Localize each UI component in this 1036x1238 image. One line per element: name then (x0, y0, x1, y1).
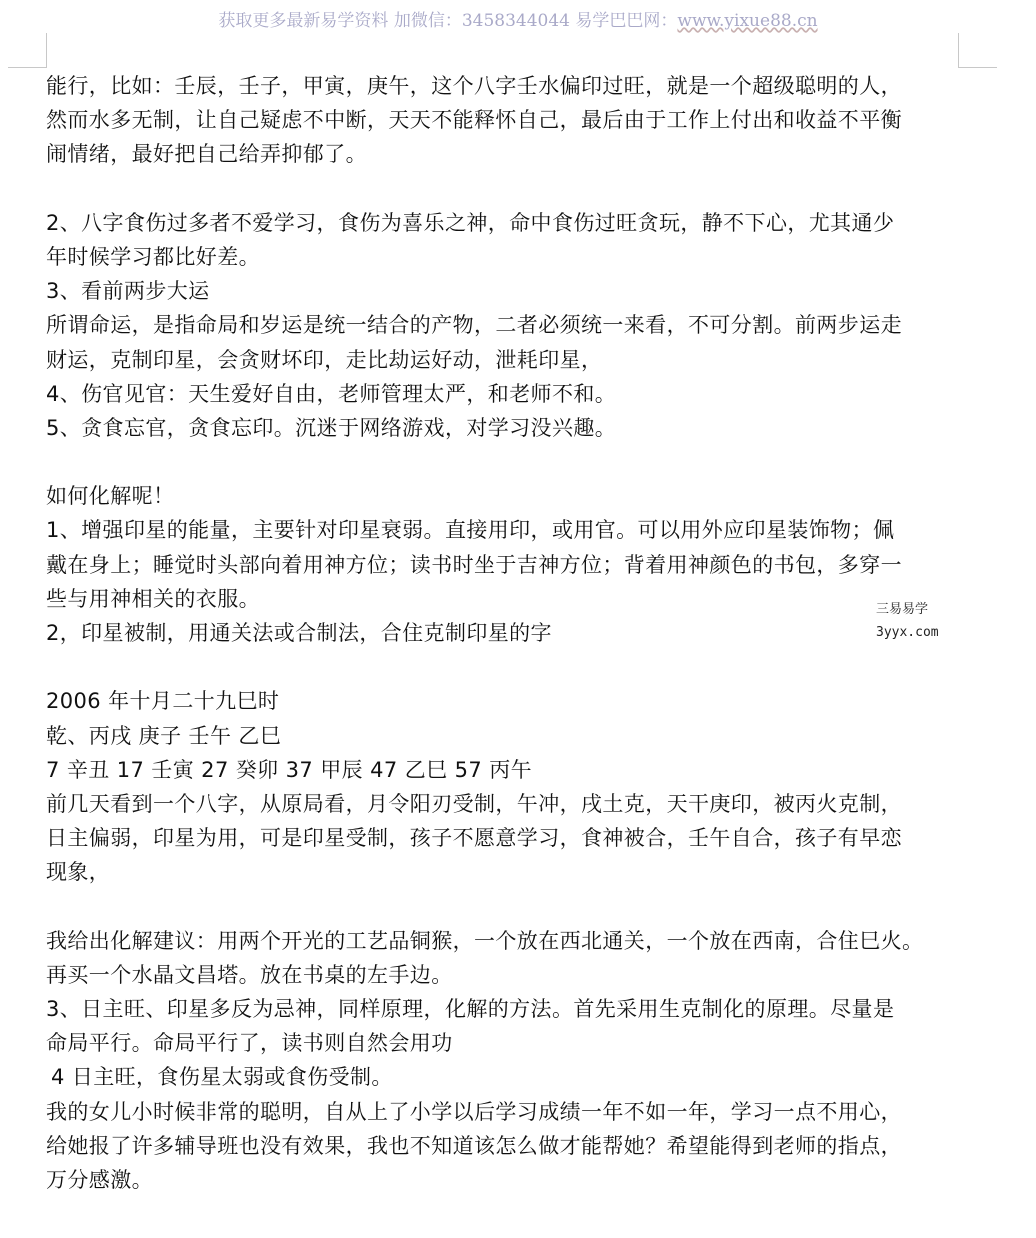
text-line: 4 日主旺，食伤星太弱或食伤受制。 (51, 1065, 393, 1090)
text-line: 万分感激。 (46, 1168, 153, 1192)
text-line: 1、增强印星的能量，主要针对印星衰弱。直接用印，或用官。可以用外应印星装饰物；佩 (46, 518, 895, 543)
text-line: 再买一个水晶文昌塔。放在书桌的左手边。 (46, 962, 453, 987)
text-line: 所谓命运，是指命局和岁运是统一结合的产物，二者必须统一来看，不可分割。前两步运走 (46, 313, 902, 338)
text-line: 前几天看到一个八字，从原局看，月令阳刃受制，午冲，戌土克，天干庚印，被丙火克制， (46, 791, 902, 816)
text-line: 日主偏弱，印星为用，可是印星受制，孩子不愿意学习，食神被合，壬午自合，孩子有早恋 (46, 826, 902, 851)
watermark-url[interactable]: www.yixue88.cn (677, 11, 818, 31)
document-body (46, 69, 966, 1197)
page-corner-mark-right (958, 33, 997, 68)
text-line: 戴在身上；睡觉时头部向着用神方位；读书时坐于吉神方位；背着用神颜色的书包，多穿一 (46, 552, 902, 577)
blank-line (46, 445, 966, 479)
text-line: 2、八字食伤过多者不爱学习，食伤为喜乐之神，命中食伤过旺贪玩，静不下心，尤其通少 (46, 210, 895, 235)
header-watermark (0, 6, 1036, 31)
text-line: 4、伤官见官：天生爱好自由，老师管理太严，和老师不和。 (46, 381, 617, 406)
blank-line (46, 890, 966, 924)
text-line: 7 辛丑 17 壬寅 27 癸卯 37 甲辰 47 乙巳 57 丙午 (46, 757, 532, 782)
text-line: 现象， (46, 860, 111, 885)
text-line: 2006 年十月二十九巳时 (46, 689, 280, 714)
side-watermark-line: 3yyx.com (876, 625, 939, 640)
text-line: 5、贪食忘官，贪食忘印。沉迷于网络游戏，对学习没兴趣。 (46, 415, 617, 440)
text-line: 我给出化解建议：用两个开光的工艺品铜猴，一个放在西北通关，一个放在西南，合住巳火。 (46, 928, 924, 953)
blank-line (46, 172, 966, 206)
text-line: 我的女儿小时候非常的聪明，自从上了小学以后学习成绩一年不如一年，学习一点不用心， (46, 1099, 902, 1124)
text-line: 然而水多无制，让自己疑虑不中断，天天不能释怀自己，最后由于工作上付出和收益不平衡 (46, 108, 902, 133)
text-line: 命局平行。命局平行了，读书则自然会用功 (46, 1031, 453, 1056)
text-line: 年时候学习都比好差。 (46, 244, 260, 269)
section-heading: 3、看前两步大运 (46, 279, 210, 304)
text-line: 2，印星被制，用通关法或合制法，合住克制印星的字 (46, 621, 552, 645)
text-line: 乾、丙戌 庚子 壬午 乙巳 (46, 723, 282, 748)
watermark-text: 获取更多最新易学资料 加微信：3458344044 易学巴巴网： (218, 11, 678, 31)
text-line: 3、日主旺、印星多反为忌神，同样原理，化解的方法。首先采用生克制化的原理。尽量是 (46, 997, 895, 1022)
text-line: 能行，比如：壬辰，壬子，甲寅，庚午，这个八字壬水偏印过旺，就是一个超级聪明的人， (46, 74, 902, 98)
text-line: 财运，克制印星，会贪财坏印，走比劫运好动，泄耗印星， (46, 347, 603, 372)
text-line: 闹情绪，最好把自己给弄抑郁了。 (46, 142, 367, 167)
text-line: 给她报了许多辅导班也没有效果，我也不知道该怎么做才能帮她？希望能得到老师的指点， (46, 1133, 902, 1158)
text-line: 些与用神相关的衣服。 (46, 586, 260, 611)
side-watermark (876, 598, 939, 644)
blank-line (46, 650, 966, 684)
section-heading: 如何化解呢！ (46, 484, 175, 509)
page-corner-mark-left (8, 33, 47, 68)
side-watermark-line: 三易易学 (876, 602, 929, 617)
